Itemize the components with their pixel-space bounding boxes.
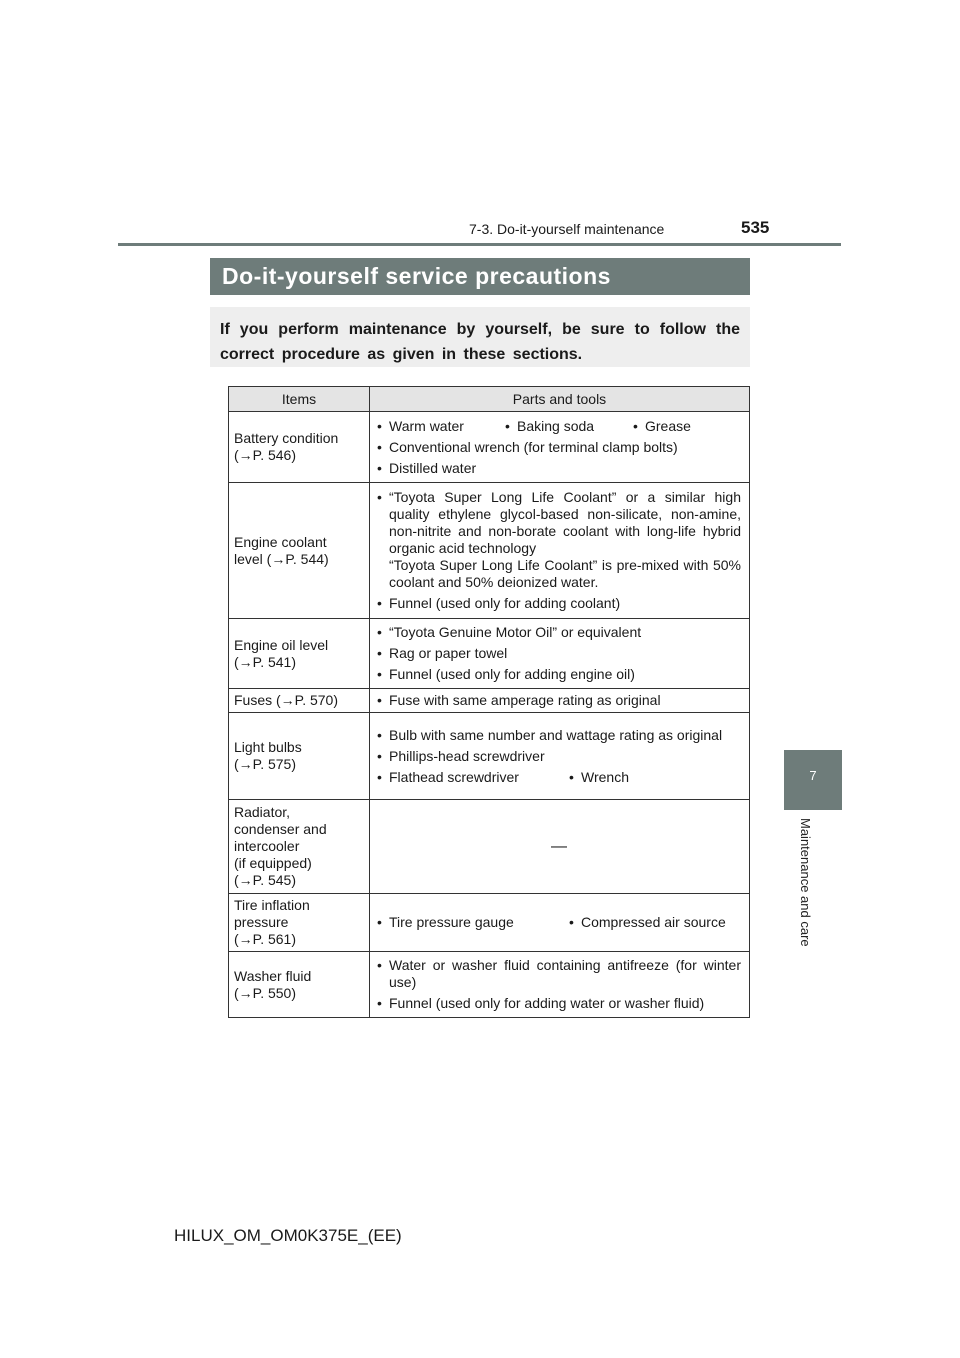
header-parts: Parts and tools (370, 387, 750, 412)
bullet-item: • Flathead screwdriver (377, 769, 569, 786)
item-cell (229, 483, 370, 619)
table-row (229, 800, 750, 894)
item-line: Engine coolant (234, 533, 327, 550)
item-line: Engine oil level (234, 636, 329, 653)
item-line: (→P. 546) (234, 447, 296, 463)
bullet-item: • Distilled water (377, 460, 741, 477)
bullet-item: • “Toyota Genuine Motor Oil” or equivalent (377, 624, 741, 641)
header-items: Items (229, 387, 370, 412)
bullet-item: • Wrench (569, 769, 629, 786)
parts-cell (370, 894, 750, 952)
bullet-item: • Fuse with same amperage rating as original (377, 692, 741, 709)
bullet-item: • Tire pressure gauge (377, 914, 569, 931)
item-line: pressure (234, 914, 289, 930)
item-line: Radiator, (234, 804, 291, 820)
bullet-item: • Funnel (used only for adding coolant) (377, 595, 741, 612)
bullet-item: • Funnel (used only for adding water or washer fluid) (377, 995, 741, 1012)
bullet-item: • “Toyota Super Long Life Coolant” or a similar high quality ethylene glycol-based non-silicate, non-amine, non-nitrite and non-borate coolant with long-life hybrid organic acid technology (377, 489, 741, 557)
chapter-label: Maintenance and care (798, 818, 813, 947)
item-line: Tire inflation (234, 897, 310, 913)
item-line: (→P. 541) (234, 653, 296, 670)
parts-cell (370, 619, 750, 689)
page-number: 535 (741, 218, 770, 237)
table-row (229, 483, 750, 619)
bullet-item: • Funnel (used only for adding engine oil) (377, 666, 741, 683)
bullet-item: • Bulb with same number and wattage rating as original (377, 727, 741, 744)
inline-bullets (377, 418, 741, 435)
table-row (229, 412, 750, 483)
item-line: Light bulbs (234, 739, 302, 755)
page-title: Do-it-yourself service precautions (210, 258, 750, 295)
empty-dash: — (370, 800, 750, 894)
item-line: (→P. 561) (234, 931, 296, 947)
chapter-number: 7 (809, 768, 817, 783)
item-line: Washer fluid (234, 967, 312, 984)
table-row (229, 952, 750, 1018)
table-row (229, 713, 750, 800)
bullet-item: • Compressed air source (569, 914, 726, 931)
item-cell (229, 894, 370, 952)
document-code: HILUX_OM_OM0K375E_(EE) (174, 1226, 402, 1245)
item-line: (→P. 575) (234, 756, 296, 772)
table-row (229, 619, 750, 689)
table-row (229, 689, 750, 713)
item-cell (229, 412, 370, 483)
bullet-item: • Water or washer fluid containing antifreeze (for winter use) (377, 957, 741, 991)
item-cell (229, 689, 370, 713)
item-line: (→P. 545) (234, 872, 296, 888)
item-line: Battery condition (234, 430, 339, 446)
bullet-item: • Rag or paper towel (377, 645, 741, 662)
parts-table (228, 386, 750, 1018)
section-heading: 7-3. Do-it-yourself maintenance (469, 221, 665, 237)
item-line: condenser and (234, 821, 327, 837)
coolant-note: “Toyota Super Long Life Coolant” is pre-mixed with 50% coolant and 50% deionized water. (389, 557, 741, 590)
bullet-item: • Grease (633, 418, 691, 435)
parts-cell (370, 412, 750, 483)
item-cell (229, 800, 370, 894)
intro-text: If you perform maintenance by yourself, be sure to follow the correct procedure as given in these sections. (210, 307, 750, 367)
item-cell (229, 619, 370, 689)
bullet-item: • Conventional wrench (for terminal clamp bolts) (377, 439, 741, 456)
inline-bullets (377, 769, 741, 786)
item-line: (if equipped) (234, 855, 312, 871)
parts-cell (370, 713, 750, 800)
bullet-item: • Warm water (377, 418, 505, 435)
header-rule (118, 243, 841, 246)
item-line: Fuses (→P. 570) (234, 692, 339, 708)
item-cell (229, 952, 370, 1018)
table-row (229, 894, 750, 952)
inline-bullets (377, 914, 741, 931)
parts-cell (370, 952, 750, 1018)
parts-cell (370, 483, 750, 619)
item-line: (→P. 550) (234, 984, 296, 1001)
table-header-row (229, 387, 750, 412)
bullet-item: • Baking soda (505, 418, 633, 435)
item-line: level (→P. 544) (234, 550, 329, 567)
parts-cell (370, 689, 750, 713)
item-line: intercooler (234, 838, 300, 854)
bullet-item: • Phillips-head screwdriver (377, 748, 741, 765)
item-cell (229, 713, 370, 800)
